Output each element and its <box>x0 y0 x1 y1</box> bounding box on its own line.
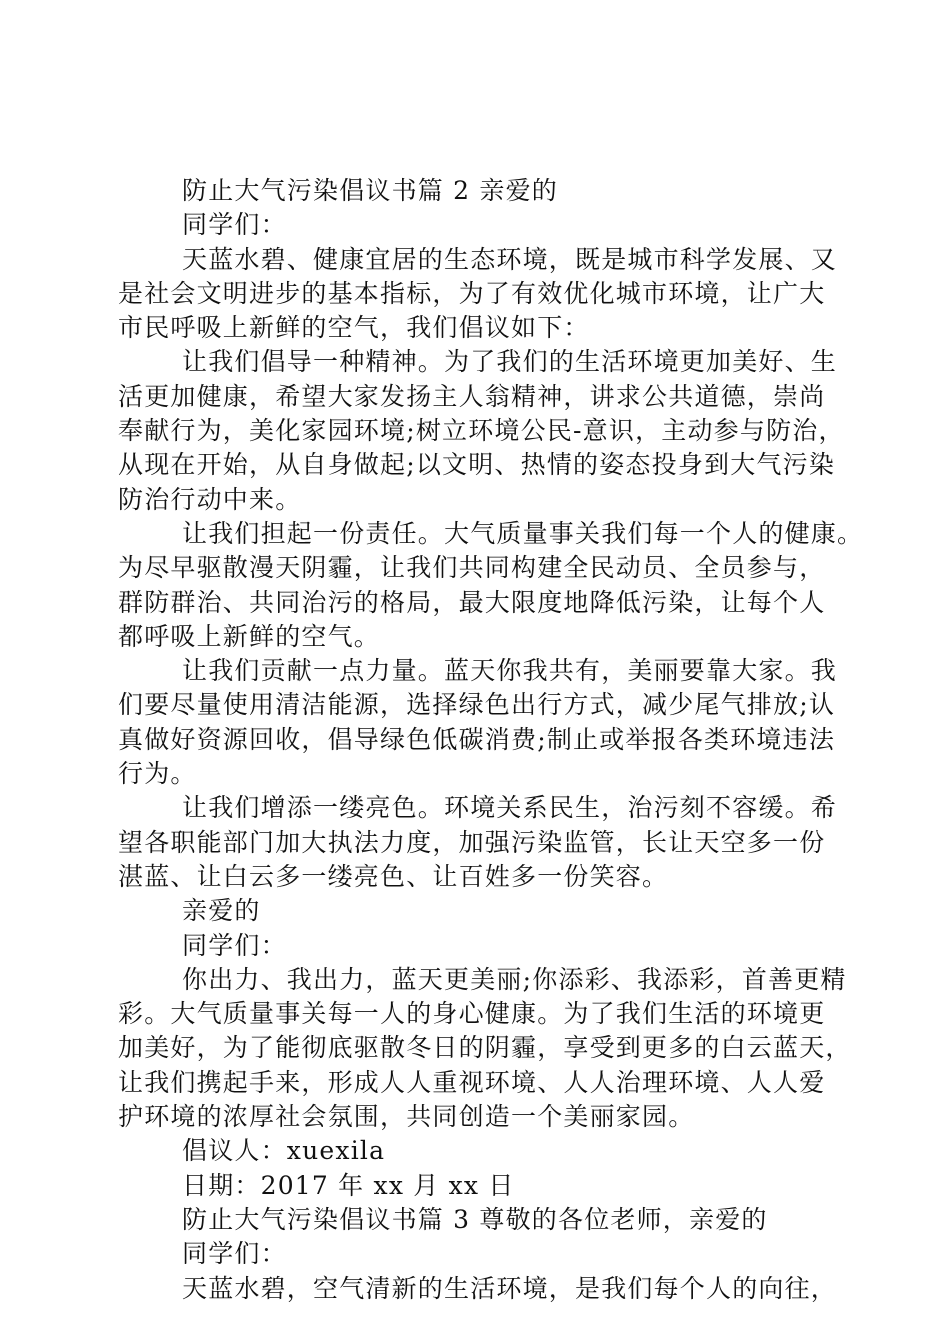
paragraph-line: 市民呼吸上新鲜的空气，我们倡议如下： <box>118 313 590 343</box>
paragraph-line: 为尽早驱散漫天阴霾，让我们共同构建全民动员、全员参与， <box>118 553 826 583</box>
paragraph-line: 护环境的浓厚社会氛围，共同创造一个美丽家园。 <box>118 1102 695 1132</box>
paragraph-line: 奉献行为，美化家园环境;树立环境公民-意识，主动参与防治， <box>118 416 845 446</box>
document-body <box>118 174 864 1306</box>
paragraph-line: 让我们担起一份责任。大气质量事关我们每一个人的健康。 <box>182 518 864 548</box>
section-heading-3: 防止大气污染倡议书篇 3 尊敬的各位老师，亲爱的 <box>182 1204 768 1234</box>
section-heading-2: 防止大气污染倡议书篇 2 亲爱的 <box>182 176 559 205</box>
date-line: 日期：2017 年 xx 月 xx 日 <box>182 1170 515 1200</box>
paragraph-line: 群防群治、共同治污的格局，最大限度地降低污染，让每个人 <box>118 587 826 617</box>
paragraph-line: 从现在开始，从自身做起;以文明、热情的姿态投身到大气污染 <box>118 450 836 480</box>
paragraph-line: 都呼吸上新鲜的空气。 <box>118 621 381 651</box>
paragraph-line: 让我们携起手来，形成人人重视环境、人人治理环境、人人爱 <box>118 1067 826 1097</box>
paragraph-line: 彩。大气质量事关每一人的身心健康。为了我们生活的环境更 <box>118 999 826 1029</box>
paragraph-line: 天蓝水碧，空气清新的生活环境，是我们每个人的向往， <box>182 1273 838 1303</box>
paragraph-line: 防治行动中来。 <box>118 484 302 514</box>
paragraph-line: 真做好资源回收，倡导绿色低碳消费;制止或举报各类环境违法 <box>118 724 836 754</box>
paragraph-line: 让我们贡献一点力量。蓝天你我共有，美丽要靠大家。我 <box>182 656 838 686</box>
signature-line: 倡议人：xuexila <box>182 1136 386 1166</box>
salutation-line: 亲爱的 <box>182 896 261 926</box>
paragraph-line: 让我们增添一缕亮色。环境关系民生，治污刻不容缓。希 <box>182 793 838 823</box>
paragraph-line: 行为。 <box>118 759 197 789</box>
paragraph-line: 加美好，为了能彻底驱散冬日的阴霾，享受到更多的白云蓝天， <box>118 1033 852 1063</box>
paragraph-line: 让我们倡导一种精神。为了我们的生活环境更加美好、生 <box>182 347 838 377</box>
salutation-line: 同学们： <box>182 930 287 960</box>
salutation-line: 同学们： <box>182 210 287 240</box>
salutation-line: 同学们： <box>182 1239 287 1269</box>
paragraph-line: 天蓝水碧、健康宜居的生态环境，既是城市科学发展、又 <box>182 244 838 274</box>
paragraph-line: 是社会文明进步的基本指标，为了有效优化城市环境，让广大 <box>118 278 826 308</box>
paragraph-line: 望各职能部门加大执法力度，加强污染监管，长让天空多一份 <box>118 827 826 857</box>
paragraph-line: 你出力、我出力，蓝天更美丽;你添彩、我添彩，首善更精 <box>182 964 847 994</box>
paragraph-line: 活更加健康，希望大家发扬主人翁精神，讲求公共道德，崇尚 <box>118 381 826 411</box>
paragraph-line: 们要尽量使用清洁能源，选择绿色出行方式，减少尾气排放;认 <box>118 690 836 720</box>
paragraph-line: 湛蓝、让白云多一缕亮色、让百姓多一份笑容。 <box>118 861 669 891</box>
